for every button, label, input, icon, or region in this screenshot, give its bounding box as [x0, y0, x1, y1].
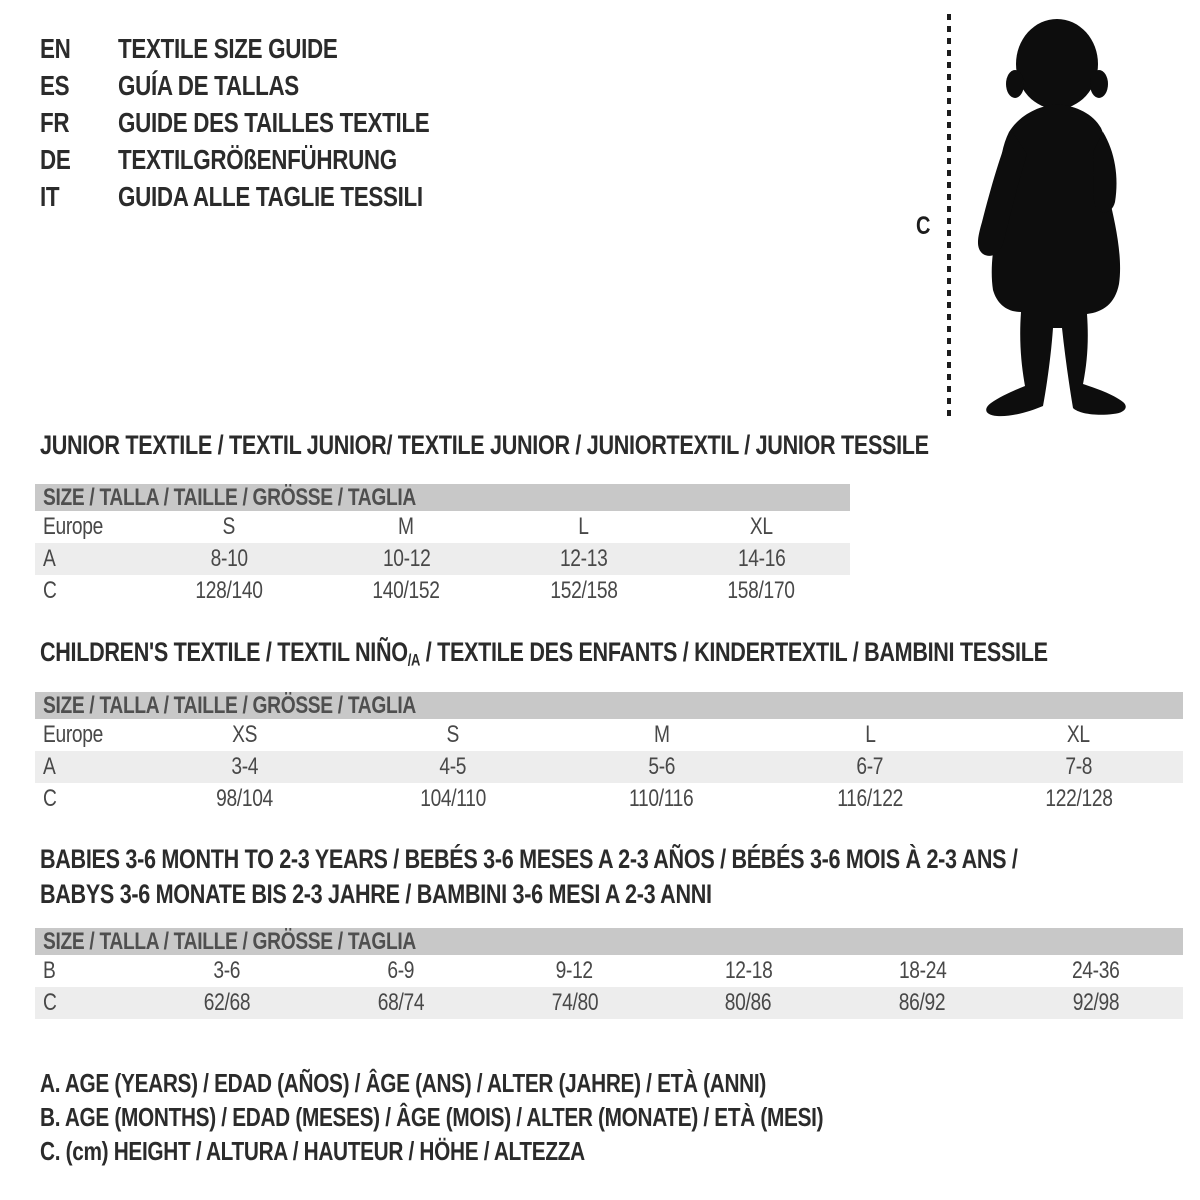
junior-table-header: SIZE / TALLA / TAILLE / GRÖSSE / TAGLIA — [35, 484, 850, 511]
measurement-legend — [40, 1066, 1019, 1168]
cell: 18-24 — [898, 957, 946, 984]
babies-section-title-line2: BABYS 3-6 MONATE BIS 2-3 JAHRE / BAMBINI 3-6 MESI A 2-3 ANNI — [40, 879, 712, 909]
cell: 5-6 — [648, 753, 675, 780]
lang-code-fr: FR — [40, 106, 70, 138]
cell: L — [864, 721, 876, 748]
junior-row-c — [35, 575, 850, 607]
cell: 98/104 — [215, 785, 273, 812]
cell: 62/68 — [203, 989, 251, 1016]
children-table-header: SIZE / TALLA / TAILLE / GRÖSSE / TAGLIA — [35, 692, 1183, 719]
cell: 110/116 — [629, 785, 694, 812]
cell: 122/128 — [1045, 785, 1113, 812]
lang-row-it — [40, 178, 507, 215]
cell: 6-9 — [387, 957, 415, 984]
cell: 10-12 — [382, 545, 430, 572]
cell: 3-6 — [213, 957, 241, 984]
cell: 4-5 — [439, 753, 467, 780]
row-label: C — [43, 577, 57, 604]
cell: M — [653, 721, 670, 748]
cell: 128/140 — [195, 577, 263, 604]
cell: 3-4 — [230, 753, 258, 780]
legend-line-b: B. AGE (MONTHS) / EDAD (MESES) / ÂGE (MOIS) / ALTER (MONATE) / ETÀ (MESI) — [40, 1101, 824, 1132]
cell: 152/158 — [550, 577, 618, 604]
height-measure-dotted-line — [947, 14, 951, 418]
lang-label-es: GUÍA DE TALLAS — [118, 69, 299, 101]
children-row-europe — [35, 719, 1183, 751]
cell: 68/74 — [377, 989, 424, 1016]
row-label: A — [43, 753, 56, 780]
children-row-c — [35, 783, 1183, 815]
lang-code-es: ES — [40, 69, 70, 101]
cell: 9-12 — [555, 957, 594, 984]
row-label: Europe — [43, 513, 103, 540]
babies-table-header: SIZE / TALLA / TAILLE / GRÖSSE / TAGLIA — [35, 928, 1183, 955]
children-size-table — [35, 692, 1183, 815]
babies-row-b — [35, 955, 1183, 987]
junior-row-europe — [35, 511, 850, 543]
row-label: B — [43, 957, 56, 984]
cell: 74/80 — [551, 989, 598, 1016]
cell: 12-18 — [724, 957, 773, 984]
row-label: C — [43, 785, 57, 812]
row-label: C — [43, 989, 57, 1016]
babies-section-title-line1: BABIES 3-6 MONTH TO 2-3 YEARS / BEBÉS 3-6 MESES A 2-3 AÑOS / BÉBÉS 3-6 MOIS À 2-3 ANS / — [40, 844, 1018, 874]
cell: 8-10 — [210, 545, 248, 572]
cell: XL — [749, 513, 773, 540]
lang-label-de: TEXTILGRÖßENFÜHRUNG — [118, 143, 397, 175]
lang-label-en: TEXTILE SIZE GUIDE — [118, 32, 338, 64]
cell: 12-13 — [559, 545, 608, 572]
junior-row-a — [35, 543, 850, 575]
children-row-a — [35, 751, 1183, 783]
junior-size-table — [35, 484, 850, 607]
cell: S — [222, 513, 235, 540]
children-section-title: CHILDREN'S TEXTILE / TEXTIL $NIÑO_{/A}$ / TEXTILE DES ENFANTS / KINDERTEXTIL / BAMBINI TESSILE — [40, 637, 1048, 670]
cell: 104/110 — [420, 785, 486, 812]
cell: S — [446, 721, 460, 748]
legend-line-c: C. (cm) HEIGHT / ALTURA / HAUTEUR / HÖHE / ALTEZZA — [40, 1135, 585, 1166]
cell: XL — [1067, 721, 1091, 748]
lang-code-it: IT — [40, 180, 60, 212]
lang-label-it: GUIDA ALLE TAGLIE TESSILI — [118, 180, 423, 212]
lang-row-fr — [40, 104, 507, 141]
cell: 86/92 — [899, 989, 946, 1016]
cell: 140/152 — [372, 577, 440, 604]
legend-line-a: A. AGE (YEARS) / EDAD (AÑOS) / ÂGE (ANS) / ALTER (JAHRE) / ETÀ (ANNI) — [40, 1067, 766, 1098]
babies-size-table — [35, 928, 1183, 1019]
lang-row-en — [40, 30, 507, 67]
cell: 14-16 — [737, 545, 785, 572]
toddler-silhouette-icon — [965, 12, 1155, 420]
cell: 7-8 — [1065, 753, 1093, 780]
lang-label-fr: GUIDE DES TAILLES TEXTILE — [118, 106, 430, 138]
row-label: Europe — [43, 721, 103, 748]
lang-row-es — [40, 67, 507, 104]
row-label: A — [43, 545, 56, 572]
cell: 80/86 — [725, 989, 772, 1016]
junior-section-title: JUNIOR TEXTILE / TEXTIL JUNIOR/ TEXTILE JUNIOR / JUNIORTEXTIL / JUNIOR TESSILE — [40, 430, 929, 460]
cell: L — [578, 513, 589, 540]
babies-row-c — [35, 987, 1183, 1019]
height-measure-label: C — [916, 212, 931, 240]
cell: 24-36 — [1072, 957, 1120, 984]
lang-code-de: DE — [40, 143, 71, 175]
cell: 92/98 — [1072, 989, 1120, 1016]
lang-row-de — [40, 141, 507, 178]
cell: 116/122 — [837, 785, 903, 812]
cell: 6-7 — [856, 753, 884, 780]
cell: XS — [231, 721, 257, 748]
language-title-list — [40, 30, 507, 215]
cell: 158/170 — [727, 577, 795, 604]
cell: M — [398, 513, 415, 540]
lang-code-en: EN — [40, 32, 71, 64]
